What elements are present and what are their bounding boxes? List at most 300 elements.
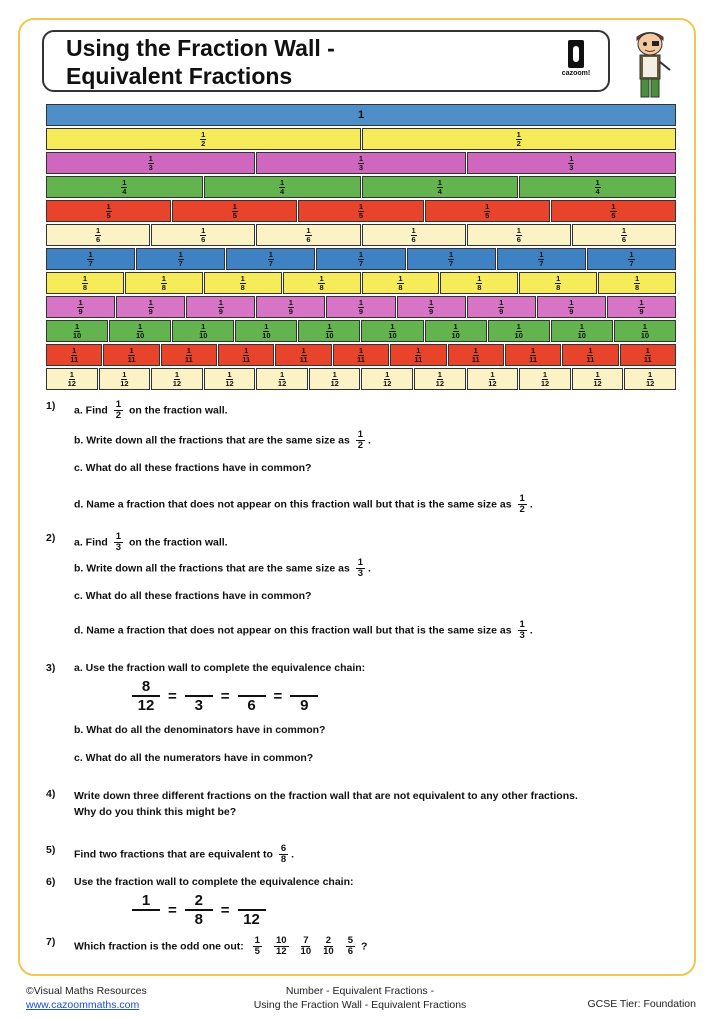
cell-fraction [358, 299, 364, 316]
numerator [238, 892, 266, 911]
cell-fraction [515, 323, 523, 340]
numerator: 1 [437, 177, 442, 187]
denominator: 3 [115, 542, 122, 553]
denominator: 6 [247, 697, 256, 714]
numerator [185, 678, 213, 697]
numerator: 1 [122, 177, 127, 187]
cell-fraction [476, 275, 482, 292]
denominator: 2 [201, 138, 206, 148]
denominator: 12 [277, 378, 287, 388]
cell-fraction [437, 179, 443, 196]
denominator: 7 [629, 258, 634, 268]
wall-cell [614, 320, 676, 342]
numerator: 1 [358, 345, 364, 355]
q1-a-text: a. Find [74, 404, 108, 417]
denominator: 10 [323, 946, 334, 957]
fraction-option [253, 936, 262, 957]
q7-text-start: Which fraction is the odd one out: [74, 940, 244, 953]
wall-cell [326, 296, 395, 318]
wall-cell [519, 176, 676, 198]
denominator: 2 [516, 138, 521, 148]
cazoom-logo [556, 40, 596, 84]
denominator: 11 [357, 354, 365, 364]
numerator: 1 [642, 321, 647, 331]
wall-cell [46, 344, 102, 366]
copyright: ©Visual Maths Resources [26, 985, 147, 997]
wall-cell [161, 344, 217, 366]
q4-line-2: Why do you think this might be? [74, 806, 237, 818]
cell-fraction [232, 203, 238, 220]
cell-fraction [541, 371, 549, 388]
cell-fraction [516, 131, 522, 148]
wall-row-5 [46, 200, 676, 222]
wall-cell [390, 344, 446, 366]
numerator: 1 [411, 225, 416, 235]
numerator: 1 [280, 369, 285, 379]
denominator: 5 [358, 210, 364, 220]
wall-cell [362, 176, 519, 198]
denominator: 10 [451, 330, 460, 340]
denominator: 11 [414, 354, 423, 364]
denominator: 11 [299, 354, 308, 364]
cell-fraction [95, 227, 101, 244]
wall-cell [275, 344, 331, 366]
wall-cell [467, 224, 571, 246]
numerator: 1 [530, 345, 536, 355]
denominator: 3 [358, 162, 364, 172]
denominator: 7 [539, 258, 544, 268]
cell-fraction [484, 203, 490, 220]
denominator: 9 [78, 306, 83, 316]
numerator: 1 [645, 345, 650, 355]
numerator: 1 [519, 619, 525, 630]
numerator: 1 [115, 399, 122, 410]
numerator: 1 [244, 345, 249, 355]
cell-fraction [586, 347, 594, 364]
fraction [279, 844, 288, 865]
cell-fraction [225, 371, 233, 388]
cell-fraction [128, 347, 136, 364]
numerator: 1 [569, 297, 574, 307]
denominator: 12 [330, 378, 339, 388]
numerator: 1 [218, 297, 223, 307]
numerator: 1 [161, 273, 166, 283]
denominator: 12 [225, 378, 234, 388]
cell-fraction [644, 347, 652, 364]
wall-cell [186, 296, 255, 318]
numerator: 1 [485, 201, 490, 211]
numerator: 6 [280, 843, 287, 854]
numerator: 1 [232, 201, 237, 211]
numerator: 1 [78, 297, 83, 307]
numerator: 1 [358, 201, 364, 211]
fraction [356, 430, 365, 451]
chain-fraction [238, 892, 266, 928]
wall-cell [309, 368, 361, 390]
q1-d-text-end: . [529, 498, 533, 511]
wall-cell [256, 368, 308, 390]
denominator: 8 [240, 282, 245, 292]
denominator: 3 [519, 630, 525, 641]
page-title [66, 34, 335, 90]
denominator: 3 [194, 697, 203, 714]
denominator: 3 [357, 568, 364, 579]
wall-cell [587, 248, 676, 270]
q6-text: Use the fraction wall to complete the equivalence chain: [74, 876, 354, 888]
wall-cell [226, 248, 315, 270]
numerator: 1 [82, 273, 88, 283]
denominator: 6 [201, 234, 206, 244]
logo-mark-icon [568, 40, 584, 68]
numerator: 1 [72, 345, 77, 355]
numerator: 1 [490, 369, 495, 379]
wall-cell [562, 344, 618, 366]
cell-fraction [488, 371, 496, 388]
denominator: 10 [199, 330, 208, 340]
denominator: 11 [643, 354, 652, 364]
cell-fraction [300, 347, 308, 364]
numerator: 1 [280, 177, 285, 187]
cell-label: 1 [357, 109, 365, 121]
denominator: 11 [127, 354, 136, 364]
question-number: 5) [46, 844, 56, 856]
numerator: 1 [639, 297, 644, 307]
wall-cell [46, 128, 361, 150]
denominator: 10 [300, 946, 312, 957]
wall-cell [46, 104, 676, 126]
cell-fraction [451, 323, 459, 340]
numerator: 1 [595, 369, 600, 379]
denominator: 12 [593, 378, 602, 388]
denominator: 2 [115, 410, 122, 421]
cell-fraction [279, 179, 285, 196]
denominator: 11 [471, 354, 480, 364]
wall-cell [440, 272, 518, 294]
numerator: 1 [88, 249, 93, 259]
fraction [114, 400, 123, 421]
pirate-mascot-icon [628, 28, 672, 106]
denominator: 10 [577, 330, 586, 340]
cell-fraction [555, 275, 561, 292]
denominator: 12 [435, 378, 444, 388]
denominator: 8 [556, 282, 561, 292]
numerator: 1 [556, 273, 561, 283]
denominator: 8 [398, 282, 403, 292]
wall-cell [204, 176, 361, 198]
cell-fraction [610, 203, 616, 220]
wall-cell [361, 368, 413, 390]
cell-fraction [578, 323, 586, 340]
numerator: 1 [148, 297, 153, 307]
chain-fraction [290, 678, 318, 714]
question-number: 7) [46, 936, 56, 948]
wall-row-11 [46, 344, 676, 366]
denominator: 3 [569, 162, 574, 172]
numerator: 1 [357, 429, 364, 440]
wall-cell [316, 248, 405, 270]
wall-cell [505, 344, 561, 366]
numerator: 1 [301, 345, 306, 355]
fraction-option [346, 936, 355, 957]
numerator: 1 [477, 273, 482, 283]
denominator: 4 [595, 186, 600, 196]
q7-text [74, 936, 367, 957]
denominator: 10 [72, 330, 82, 340]
numerator: 1 [106, 201, 111, 211]
wall-cell [425, 320, 487, 342]
cell-fraction [621, 227, 627, 244]
numerator: 1 [516, 321, 521, 331]
question-number: 6) [46, 876, 56, 888]
wall-cell [448, 344, 504, 366]
wall-cell [298, 200, 423, 222]
wall-cell [624, 368, 676, 390]
question-number: 2) [46, 532, 56, 544]
numerator: 1 [227, 369, 232, 379]
wall-cell [283, 272, 361, 294]
cell-fraction [120, 371, 128, 388]
wall-cell [151, 368, 203, 390]
tier-label: GCSE Tier: Foundation [587, 998, 696, 1010]
denominator: 5 [254, 946, 260, 957]
cell-fraction [218, 299, 224, 316]
chain-fraction [238, 678, 266, 714]
denominator: 7 [178, 258, 183, 268]
cell-fraction [358, 251, 364, 268]
q2-b-text-end: . [368, 562, 371, 575]
cell-fraction [414, 347, 422, 364]
cell-fraction [516, 227, 522, 244]
cell-fraction [82, 275, 88, 292]
denominator: 4 [437, 186, 442, 196]
cell-fraction [106, 203, 112, 220]
numerator: 1 [178, 249, 183, 259]
question-number: 3) [46, 662, 56, 674]
numerator: 1 [122, 369, 127, 379]
numerator [238, 678, 266, 697]
denominator: 10 [514, 330, 523, 340]
wall-cell [519, 368, 571, 390]
denominator: 8 [161, 282, 166, 292]
cell-fraction [568, 299, 574, 316]
denominator: 9 [148, 306, 153, 316]
numerator: 1 [115, 531, 122, 542]
cell-fraction [472, 347, 480, 364]
fraction [518, 494, 527, 515]
denominator: 6 [96, 234, 101, 244]
numerator: 1 [288, 297, 293, 307]
cell-fraction [148, 299, 154, 316]
fraction-option [301, 936, 312, 957]
wall-cell [136, 248, 225, 270]
denominator: 12 [645, 378, 655, 388]
denominator: 4 [122, 186, 127, 196]
wall-cell [298, 320, 360, 342]
denominator: 9 [288, 306, 293, 316]
denominator: 7 [88, 258, 93, 268]
q1-b-text: b. Write down all the fractions that are the same size as [74, 434, 350, 447]
cell-fraction [73, 323, 81, 340]
equals-sign: = [168, 901, 177, 919]
denominator: 9 [218, 306, 223, 316]
denominator: 12 [137, 697, 155, 714]
numerator: 1 [449, 249, 454, 259]
numerator: 2 [325, 935, 332, 946]
cell-fraction [178, 251, 184, 268]
denominator: 12 [120, 378, 129, 388]
title-box [42, 30, 610, 92]
numerator: 1 [138, 321, 143, 331]
denominator: 11 [586, 354, 595, 364]
numerator: 7 [303, 935, 309, 946]
numerator: 1 [319, 273, 324, 283]
footer-topic-line-2: Using the Fraction Wall - Equivalent Fractions [253, 999, 467, 1011]
wall-cell [103, 344, 159, 366]
cell-fraction [358, 155, 364, 172]
numerator: 1 [499, 297, 504, 307]
numerator: 1 [240, 273, 245, 283]
denominator: 5 [485, 210, 490, 220]
numerator: 1 [358, 297, 364, 307]
denominator: 8 [477, 282, 482, 292]
denominator: 12 [383, 378, 392, 388]
fraction-option [274, 936, 289, 957]
cell-fraction [593, 371, 601, 388]
q1-a-text-end: on the fraction wall. [128, 404, 228, 417]
numerator: 1 [132, 892, 160, 911]
denominator: 10 [262, 330, 271, 340]
wall-cell [488, 320, 550, 342]
wall-cell [551, 320, 613, 342]
wall-cell [467, 296, 536, 318]
denominator: 5 [106, 210, 111, 220]
chain-fraction [132, 892, 160, 928]
numerator: 1 [385, 369, 390, 379]
wall-cell [46, 152, 255, 174]
wall-cell [99, 368, 151, 390]
cell-fraction [262, 323, 270, 340]
wall-cell [46, 248, 135, 270]
numerator: 1 [437, 369, 442, 379]
wall-cell [519, 272, 597, 294]
numerator: 1 [516, 129, 521, 139]
denominator: 4 [280, 186, 285, 196]
numerator: 1 [186, 345, 191, 355]
fraction [114, 532, 123, 553]
wall-cell [537, 296, 606, 318]
numerator: 1 [327, 321, 332, 331]
denominator: 9 [300, 697, 309, 714]
cell-fraction [428, 299, 434, 316]
wall-cell [256, 224, 360, 246]
footer-middle [200, 984, 520, 1012]
denominator: 5 [611, 210, 616, 220]
wall-cell [109, 320, 171, 342]
q2-part-c: c. What do all these fractions have in common? [74, 590, 312, 602]
cell-fraction [87, 251, 93, 268]
cell-fraction [595, 179, 601, 196]
q5-text-end: . [291, 848, 295, 861]
website-link[interactable]: www.cazoommaths.com [26, 999, 140, 1011]
denominator: 10 [325, 330, 334, 340]
title-line-1: Using the Fraction Wall - [66, 35, 335, 61]
wall-cell [46, 296, 115, 318]
cell-fraction [77, 299, 83, 316]
cell-fraction [136, 323, 144, 340]
numerator: 10 [275, 935, 287, 946]
wall-cell [46, 368, 98, 390]
numerator: 1 [201, 321, 206, 331]
denominator: 10 [640, 330, 650, 340]
wall-cell [607, 296, 676, 318]
wall-cell [397, 296, 466, 318]
cell-fraction [200, 131, 206, 148]
denominator: 2 [357, 440, 364, 451]
wall-cell [572, 224, 676, 246]
cell-fraction [529, 347, 537, 364]
cell-fraction [318, 275, 324, 292]
numerator: 1 [539, 249, 544, 259]
denominator: 11 [70, 354, 79, 364]
wall-cell [362, 224, 466, 246]
wall-cell [256, 296, 325, 318]
wall-cell [46, 320, 108, 342]
wall-cell [620, 344, 676, 366]
denominator: 12 [540, 378, 550, 388]
q2-part-b [74, 558, 371, 579]
q2-a-text: a. Find [74, 536, 108, 549]
wall-cell [407, 248, 496, 270]
fraction-option [323, 936, 334, 957]
denominator: 9 [499, 306, 504, 316]
wall-cell [467, 152, 676, 174]
cell-fraction [185, 347, 193, 364]
denominator: 10 [135, 330, 145, 340]
numerator: 1 [588, 345, 593, 355]
fraction [518, 620, 527, 641]
numerator: 1 [634, 273, 640, 283]
numerator: 1 [306, 225, 311, 235]
cell-fraction [200, 227, 206, 244]
wall-cell [172, 200, 297, 222]
q1-b-text-end: . [368, 434, 371, 447]
equals-sign: = [168, 687, 177, 705]
cell-fraction [331, 371, 339, 388]
q5-text [74, 844, 294, 865]
numerator: 1 [201, 225, 206, 235]
cell-fraction [411, 227, 417, 244]
cell-fraction [199, 323, 207, 340]
wall-cell [362, 128, 677, 150]
cell-fraction [161, 275, 167, 292]
denominator: 8 [319, 282, 324, 292]
cell-fraction [278, 371, 286, 388]
cell-fraction [436, 371, 444, 388]
denominator: 6 [306, 234, 311, 244]
cell-fraction [357, 347, 365, 364]
denominator: 12 [172, 378, 182, 388]
denominator: 2 [519, 504, 525, 515]
wall-cell [467, 368, 519, 390]
denominator: 6 [411, 234, 416, 244]
wall-cell [425, 200, 550, 222]
numerator: 1 [516, 225, 521, 235]
q4-line-1: Write down three different fractions on the fraction wall that are not equivalent to any other fractions. [74, 790, 578, 802]
numerator: 1 [358, 153, 364, 163]
denominator: 11 [529, 354, 538, 364]
denominator: 8 [280, 854, 287, 865]
numerator: 1 [74, 321, 80, 331]
